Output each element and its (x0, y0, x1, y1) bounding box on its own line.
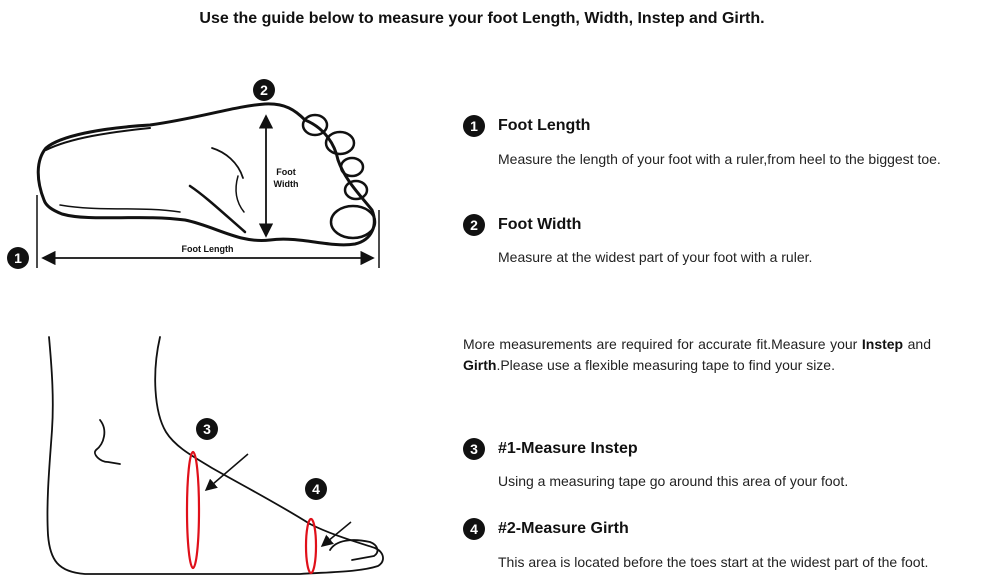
instep-tape-ring (187, 452, 199, 568)
diagram-badge-3: 3 (196, 418, 218, 440)
girth-term: Girth (463, 357, 497, 373)
section-1-heading: Foot Length (498, 117, 591, 134)
measurement-intro-paragraph: More measurements are required for accurate fit.Measure your Instep and Girth.Please use a flexible measuring tape to find your size. (463, 336, 931, 373)
foot-length-label: Foot Length (160, 243, 255, 255)
section-4-text: This area is located before the toes start at the widest part of the foot. (498, 554, 929, 570)
section-1-text: Measure the length of your foot with a ruler,from heel to the biggest toe. (498, 151, 941, 167)
diagram-badge-1: 1 (7, 247, 29, 269)
section-3-heading: #1-Measure Instep (498, 440, 638, 457)
foot-sole-illustration (38, 104, 375, 245)
foot-width-label: Foot Width (273, 167, 299, 189)
section-2-text: Measure at the widest part of your foot with a ruler. (498, 249, 813, 265)
instep-term: Instep (861, 336, 904, 352)
section-3-text: Using a measuring tape go around this area of your foot. (498, 473, 849, 489)
diagram-badge-4: 4 (305, 478, 327, 500)
section-4-badge: 4 (463, 518, 485, 540)
girth-pointer-arrow (322, 522, 351, 546)
section-2-heading: Foot Width (498, 216, 582, 233)
section-2-badge: 2 (463, 214, 485, 236)
section-3-badge: 3 (463, 438, 485, 460)
section-4-heading: #2-Measure Girth (498, 520, 629, 537)
page-title: Use the guide below to measure your foot Length, Width, Instep and Girth. (199, 10, 765, 27)
section-1-badge: 1 (463, 115, 485, 137)
girth-tape-ring (306, 519, 316, 573)
diagram-badge-2: 2 (253, 79, 275, 101)
foot-side-illustration (47, 337, 383, 574)
